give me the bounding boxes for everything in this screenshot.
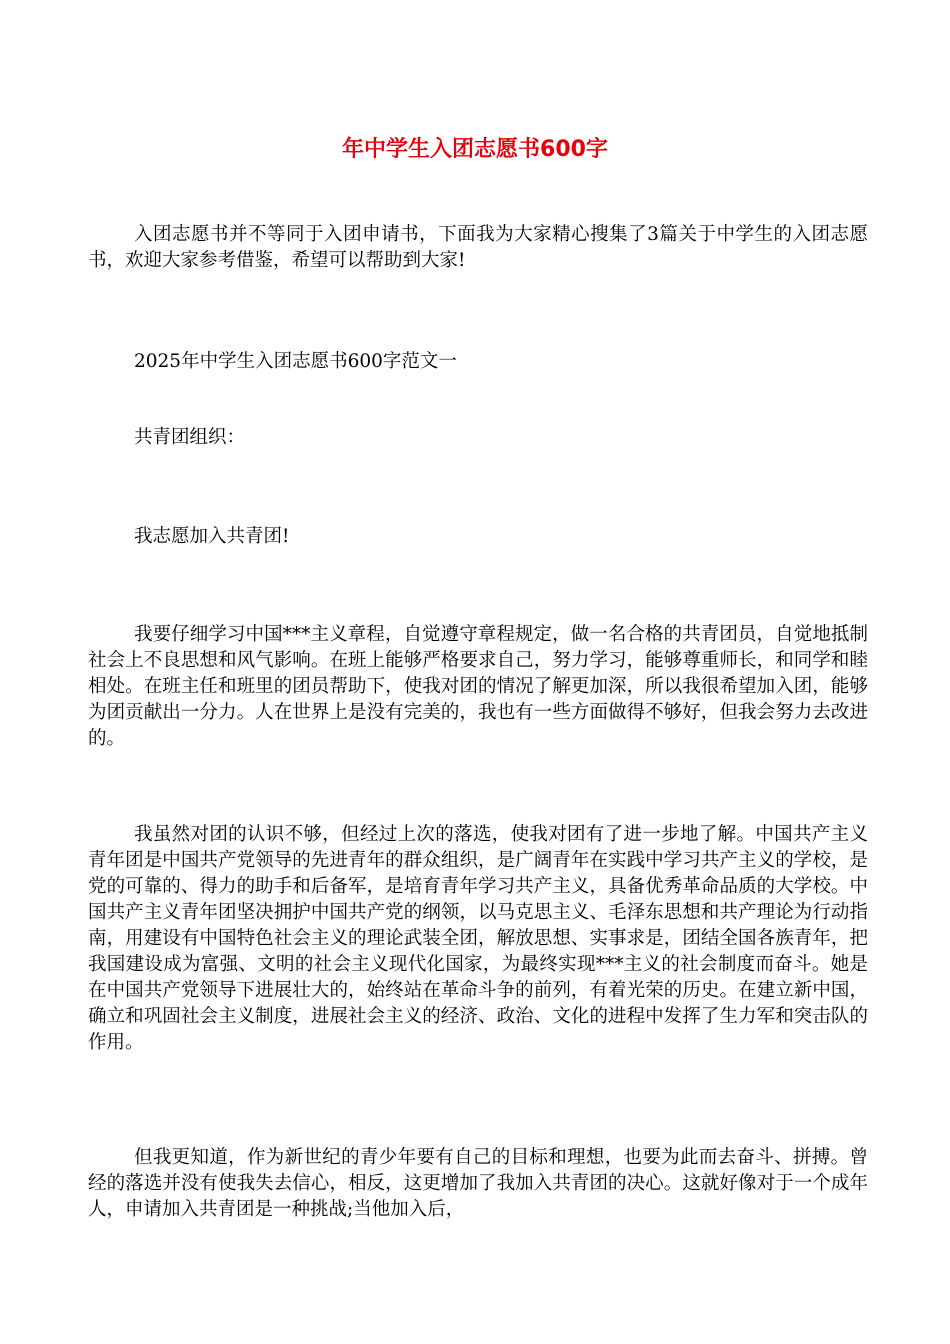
section-heading: 2025年中学生入团志愿书600字范文一	[134, 351, 457, 372]
body-paragraph: 我要仔细学习中国***主义章程，自觉遵守章程规定，做一名合格的共青团员，自觉地抵制社会上不良思想和风气影响。在班上能够严格要求自己，努力学习，能够尊重师长，和同学和睦相处。在班主任和班里的团员帮助下，使我对团的情况了解更加深，所以我很希望加入团，能够为团贡献出一分力。人在世界上是没有完美的，我也有一些方面做得不够好，但我会努力去改进的。	[88, 624, 868, 749]
salutation: 共青团组织：	[134, 427, 246, 448]
body-paragraph: 但我更知道，作为新世纪的青少年要有自己的目标和理想，也要为此而去奋斗、拼搏。曾经的落选并没有使我失去信心，相反，这更增加了我加入共青团的决心。这就好像对于一个成年人，申请加入共青团是一种挑战;当他加入后，	[88, 1147, 868, 1220]
document-title: 年中学生入团志愿书600字	[342, 137, 608, 162]
pledge-line: 我志愿加入共青团!	[134, 526, 290, 547]
body-paragraph: 我虽然对团的认识不够，但经过上次的落选，使我对团有了进一步地了解。中国共产主义青年团是中国共产党领导的先进青年的群众组织，是广阔青年在实践中学习共产主义的学校，是党的可靠的、得力的助手和后备军，是培育青年学习共产主义，具备优秀革命品质的大学校。中国共产主义青年团坚决拥护中国共产党的纲领，以马克思主义、毛泽东思想和共产理论为行动指南，用建设有中国特色社会主义的理论武装全团，解放思想、实事求是，团结全国各族青年，把我国建设成为富强、文明的社会主义现代化国家，为最终实现***主义的社会制度而奋斗。她是在中国共产党领导下进展壮大的，始终站在革命斗争的前列，有着光荣的历史。在建立新中国，确立和巩固社会主义制度，进展社会主义的经济、政治、文化的进程中发挥了生力军和突击队的作用。	[88, 824, 868, 1053]
intro-paragraph: 入团志愿书并不等同于入团申请书，下面我为大家精心搜集了3篇关于中学生的入团志愿书，欢迎大家参考借鉴，希望可以帮助到大家!	[88, 224, 868, 271]
